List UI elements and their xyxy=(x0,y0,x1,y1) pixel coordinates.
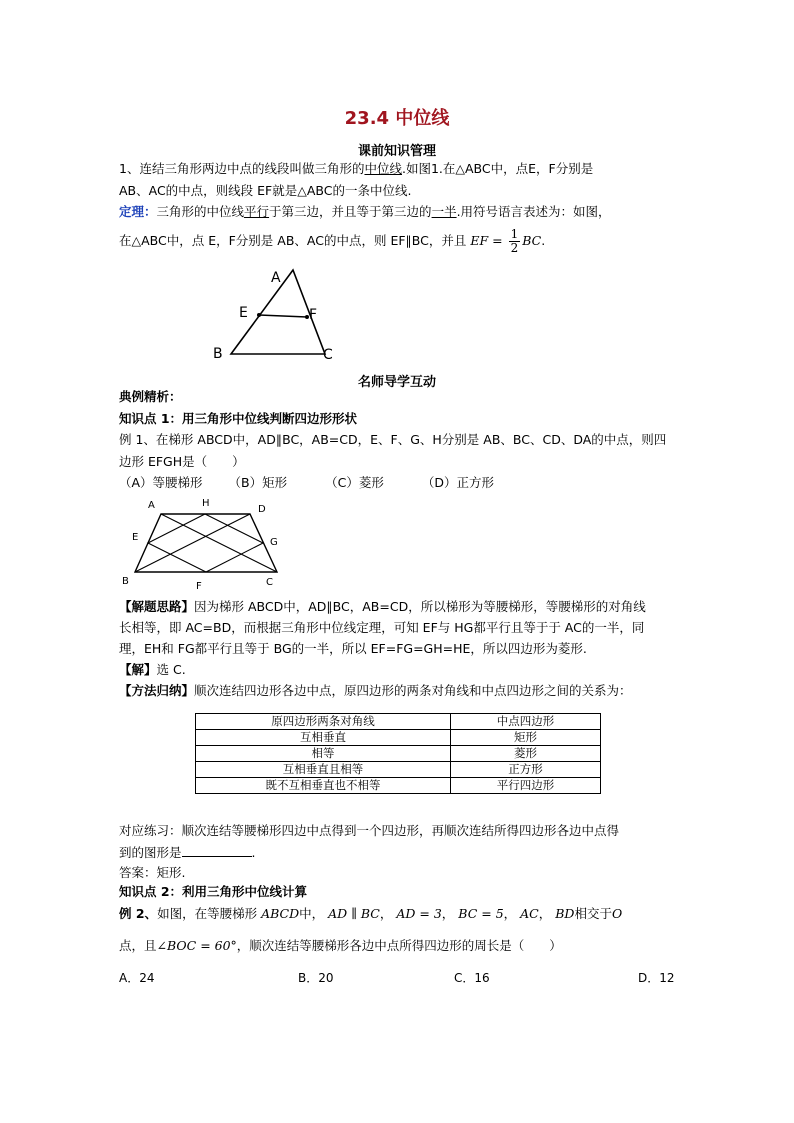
label-f: F xyxy=(196,581,202,592)
text: ，顺次连结等腰梯形各边中点所得四边形的周长是（ ） xyxy=(236,938,562,953)
text: 三角形的中位线 xyxy=(156,204,245,219)
text: 因为梯形 ABCD中，AD∥BC，AB=CD，所以梯形为等腰梯形，等腰梯形的对角线 xyxy=(194,599,646,614)
option-d: （D）正方形 xyxy=(421,475,494,490)
text: 1、连结三角形两边中点的线段叫做三角形的 xyxy=(119,161,365,176)
method-label: 【方法归纳】 xyxy=(119,683,195,698)
section-heading-guided: 名师导学互动 xyxy=(357,375,436,390)
table-cell: 互相垂直 xyxy=(196,730,451,746)
paragraph-1-line-1 xyxy=(119,158,593,180)
text: 点，且 xyxy=(119,938,157,953)
label-e: E xyxy=(239,305,248,321)
section-heading-preclass: 课前知识管理 xyxy=(357,144,436,159)
math: AD ∥ BC xyxy=(328,906,380,921)
triangle-figure xyxy=(205,262,350,367)
example-2-line-2 xyxy=(119,934,562,958)
underlined-parallel: 平行 xyxy=(244,204,270,219)
label-h: H xyxy=(202,498,210,509)
table-header-cell: 原四边形两条对角线 xyxy=(196,714,451,730)
solution-line-3: 理，EH和 FG都平行且等于 BG的一半，所以 EF=FG=GH=HE，所以四边形为菱形. xyxy=(119,641,587,656)
math: ∠BOC = 60° xyxy=(156,938,237,953)
fraction-one-half xyxy=(509,228,521,255)
table-cell: 互相垂直且相等 xyxy=(196,762,451,778)
text: ， xyxy=(379,906,393,921)
table-row xyxy=(196,746,601,762)
term-midline: 中位线 xyxy=(364,161,402,176)
table-header-cell: 中点四边形 xyxy=(451,714,601,730)
text: 如图，在等腰梯形 xyxy=(157,906,258,921)
text: 于第三边，并且等于第三边的 xyxy=(269,204,432,219)
text: ， xyxy=(441,906,455,921)
option-c: （C）菱形 xyxy=(325,475,384,490)
example-2-option-a: A．24 xyxy=(119,971,155,985)
table-cell: 既不互相垂直也不相等 xyxy=(196,778,451,794)
table-cell: 平行四边形 xyxy=(451,778,601,794)
text: 到的图形是 xyxy=(119,845,182,860)
text: .如图1.在△ABC中，点E，F分别是 xyxy=(401,161,594,176)
fraction-denominator: 2 xyxy=(510,241,519,255)
knowledge-point-2: 知识点 2：利用三角形中位线计算 xyxy=(119,884,308,899)
text: 在△ABC中，点 E，F分别是 AB、AC的中点，则 EF∥BC，并且 xyxy=(119,233,467,248)
label-c: C xyxy=(266,577,273,588)
trapezoid-figure xyxy=(118,494,293,594)
table-cell: 菱形 xyxy=(451,746,601,762)
answer-text: 选 C. xyxy=(156,662,186,677)
table-cell: 相等 xyxy=(196,746,451,762)
math: AD = 3 xyxy=(396,906,442,921)
text: .用符号语言表述为：如图， xyxy=(456,204,611,219)
label-c: C xyxy=(323,347,333,363)
text: . xyxy=(541,233,546,248)
paragraph-1-line-2: AB、AC的中点，则线段 EF就是△ABC的一条中位线. xyxy=(119,183,412,198)
text: . xyxy=(251,845,256,860)
relationship-table xyxy=(195,713,601,794)
example-1-line-1: 例 1、在梯形 ABCD中，AD∥BC，AB=CD，E、F、G、H分别是 AB、BC、CD、DA的中点，则四 xyxy=(119,432,667,447)
answer-blank xyxy=(182,844,252,857)
equation-rhs: BC xyxy=(522,233,542,248)
table-row xyxy=(196,762,601,778)
example-1-options xyxy=(119,472,494,494)
option-a: （A）等腰梯形 xyxy=(119,475,203,490)
typical-examples-heading: 典例精析： xyxy=(119,389,182,404)
practice-answer: 答案：矩形. xyxy=(119,865,186,880)
example-2-option-b: B．20 xyxy=(298,971,334,985)
math: O xyxy=(611,906,623,921)
label-d: D xyxy=(258,504,266,515)
example-1-line-2: 边形 EFGH是（ ） xyxy=(119,454,245,469)
example-label: 例 2、 xyxy=(119,906,158,921)
table-row xyxy=(196,730,601,746)
table-header-row xyxy=(196,714,601,730)
text: 顺次连结四边形各边中点，原四边形的两条对角线和中点四边形之间的关系为： xyxy=(194,683,632,698)
text: 知识点 1：用三角形中位线判断四边形形状 xyxy=(119,411,358,426)
math: BD xyxy=(555,906,575,921)
practice-line-2 xyxy=(119,842,256,864)
theorem-label: 定理： xyxy=(119,204,157,219)
label-a: A xyxy=(271,270,281,286)
label-g: G xyxy=(270,537,278,548)
practice-line-1: 对应练习：顺次连结等腰梯形四边中点得到一个四边形，再顺次连结所得四边形各边中点得 xyxy=(119,823,620,838)
fraction-numerator: 1 xyxy=(510,227,519,241)
answer-label: 【解】 xyxy=(119,662,157,677)
option-b: （B）矩形 xyxy=(228,475,288,490)
label-a: A xyxy=(148,500,155,511)
theorem-line-1 xyxy=(119,201,611,223)
label-f: F xyxy=(309,307,318,323)
underlined-half: 一半 xyxy=(431,204,457,219)
text: 中， xyxy=(299,906,325,921)
method-line xyxy=(119,680,632,702)
theorem-line-2 xyxy=(119,226,545,256)
example-2-line-1 xyxy=(119,902,622,926)
equation-lhs: EF = xyxy=(470,233,503,248)
text: 相交于 xyxy=(574,906,612,921)
table-cell: 正方形 xyxy=(451,762,601,778)
solution-line-1 xyxy=(119,596,646,618)
answer-line xyxy=(119,659,186,681)
label-e: E xyxy=(132,532,139,543)
text: ， xyxy=(503,906,517,921)
label-b: B xyxy=(122,576,129,587)
solution-label: 【解题思路】 xyxy=(119,599,195,614)
solution-line-2: 长相等，即 AC=BD，而根据三角形中位线定理，可知 EF与 HG都平行且等于于 AC的一半，同 xyxy=(119,620,645,635)
table-cell: 矩形 xyxy=(451,730,601,746)
knowledge-point-1 xyxy=(119,408,357,430)
example-2-option-d: D．12 xyxy=(638,971,675,985)
example-2-option-c: C．16 xyxy=(454,971,490,985)
text: ， xyxy=(538,906,552,921)
page-title: 23.4 中位线 xyxy=(344,108,450,129)
math: BC = 5 xyxy=(458,906,504,921)
math: AC xyxy=(520,906,539,921)
math: ABCD xyxy=(261,906,300,921)
label-b: B xyxy=(213,346,223,362)
table-row xyxy=(196,778,601,794)
